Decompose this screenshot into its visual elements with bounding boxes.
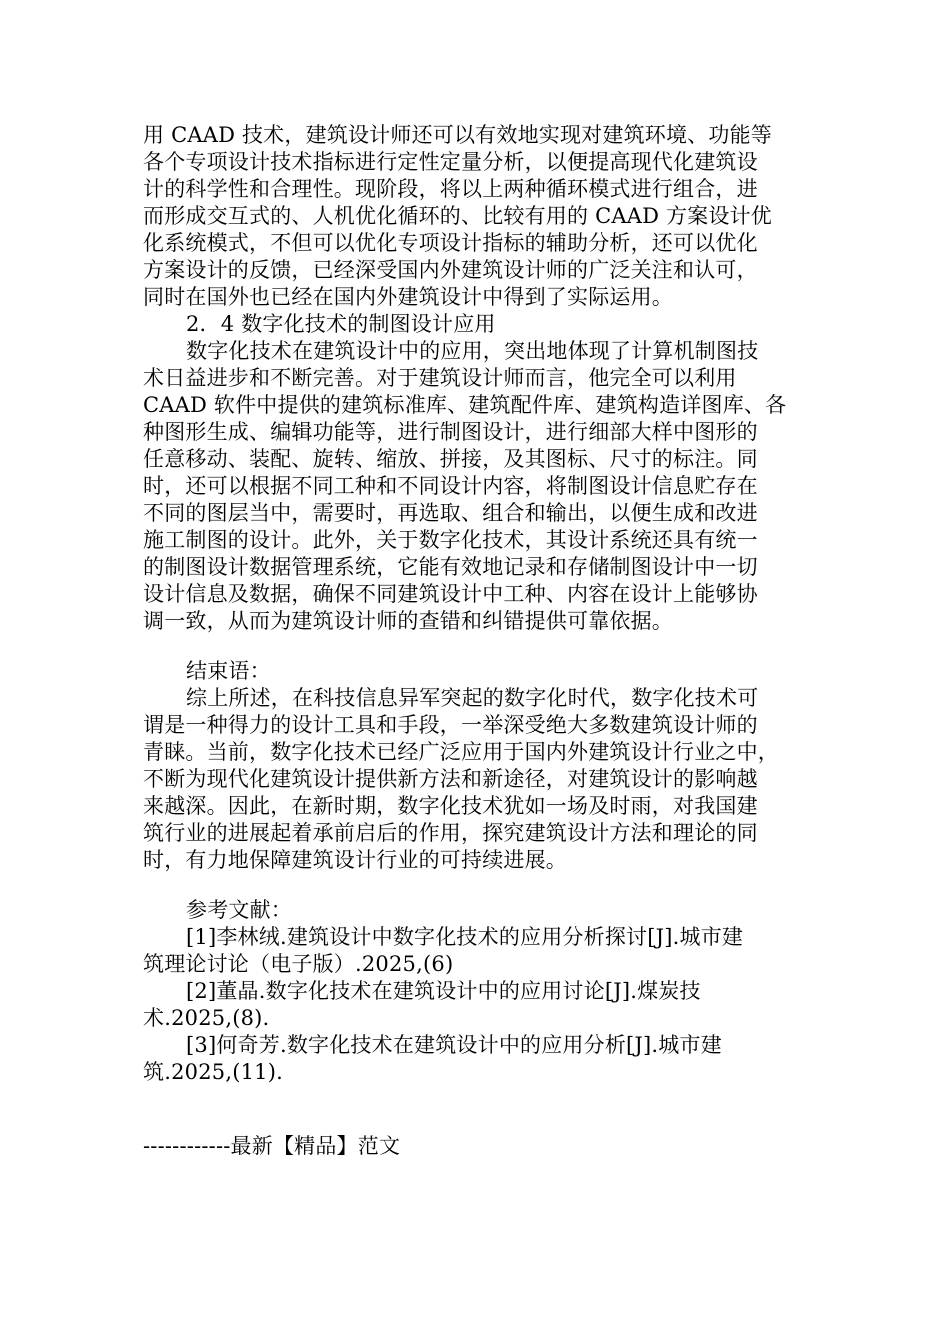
reference-line: 筑.2025,(11). — [143, 1060, 283, 1084]
body-line: 化系统模式，不但可以优化专项设计指标的辅助分析，还可以优化 — [143, 231, 758, 255]
paragraph-line: 谓是一种得力的设计工具和手段，一举深受绝大多数建筑设计师的 — [143, 713, 758, 737]
body-line: 同时在国外也已经在国内外建筑设计中得到了实际运用。 — [143, 285, 673, 309]
reference-line: [2]董晶.数字化技术在建筑设计中的应用讨论[J].煤炭技 — [186, 979, 701, 1003]
paragraph-line: 不断为现代化建筑设计提供新方法和新途径，对建筑设计的影响越 — [143, 767, 758, 791]
paragraph-line: 不同的图层当中，需要时，再选取、组合和输出，以便生成和改进 — [143, 501, 758, 525]
body-line: 各个专项设计技术指标进行定性定量分析，以便提高现代化建筑设 — [143, 150, 758, 174]
reference-line: [3]何奇芳.数字化技术在建筑设计中的应用分析[J].城市建 — [186, 1033, 722, 1057]
paragraph-line: 综上所述，在科技信息异军突起的数字化时代，数字化技术可 — [186, 686, 759, 710]
body-line: 而形成交互式的、人机优化循环的、比较有用的 CAAD 方案设计优 — [143, 204, 772, 228]
paragraph-line: 调一致，从而为建筑设计师的查错和纠错提供可靠依据。 — [143, 609, 673, 633]
paragraph-line: 任意移动、装配、旋转、缩放、拼接，及其图标、尺寸的标注。同 — [143, 447, 758, 471]
paragraph-line: 种图形生成、编辑功能等，进行制图设计，进行细部大样中图形的 — [143, 420, 758, 444]
paragraph-line: 施工制图的设计。此外，关于数字化技术，其设计系统还具有统一 — [143, 528, 758, 552]
paragraph-line: 术日益进步和不断完善。对于建筑设计师而言，他完全可以利用 — [143, 366, 737, 390]
paragraph-line: 筑行业的进展起着承前启后的作用，探究建筑设计方法和理论的同 — [143, 821, 758, 845]
paragraph-line: 时，还可以根据不同工种和不同设计内容，将制图设计信息贮存在 — [143, 474, 758, 498]
paragraph-line: 的制图设计数据管理系统，它能有效地记录和存储制图设计中一切 — [143, 555, 758, 579]
paragraph-line: 数字化技术在建筑设计中的应用，突出地体现了计算机制图技 — [186, 339, 759, 363]
references-heading: 参考文献： — [186, 898, 292, 922]
reference-line: [1]李林绒.建筑设计中数字化技术的应用分析探讨[J].城市建 — [186, 925, 744, 949]
footer-text: ------------最新【精品】范文 — [143, 1134, 401, 1158]
paragraph-line: CAAD 软件中提供的建筑标准库、建筑配件库、建筑构造详图库、各 — [143, 393, 787, 417]
paragraph-line: 设计信息及数据，确保不同建筑设计中工种、内容在设计上能够协 — [143, 582, 758, 606]
reference-line: 术.2025,(8). — [143, 1006, 270, 1030]
paragraph-line: 青睐。当前，数字化技术已经广泛应用于国内外建筑设计行业之中， — [143, 740, 779, 764]
body-line: 计的科学性和合理性。现阶段，将以上两种循环模式进行组合，进 — [143, 177, 758, 201]
paragraph-line: 时，有力地保障建筑设计行业的可持续进展。 — [143, 848, 567, 872]
paragraph-line: 来越深。因此，在新时期，数字化技术犹如一场及时雨，对我国建 — [143, 794, 758, 818]
body-line: 方案设计的反馈，已经深受国内外建筑设计师的广泛关注和认可， — [143, 258, 758, 282]
conclusion-heading: 结束语： — [186, 659, 271, 683]
body-line: 用 CAAD 技术，建筑设计师还可以有效地实现对建筑环境、功能等 — [143, 123, 772, 147]
reference-line: 筑理论讨论（电子版）.2025,(6) — [143, 952, 454, 976]
section-heading: 2．4 数字化技术的制图设计应用 — [186, 312, 496, 336]
